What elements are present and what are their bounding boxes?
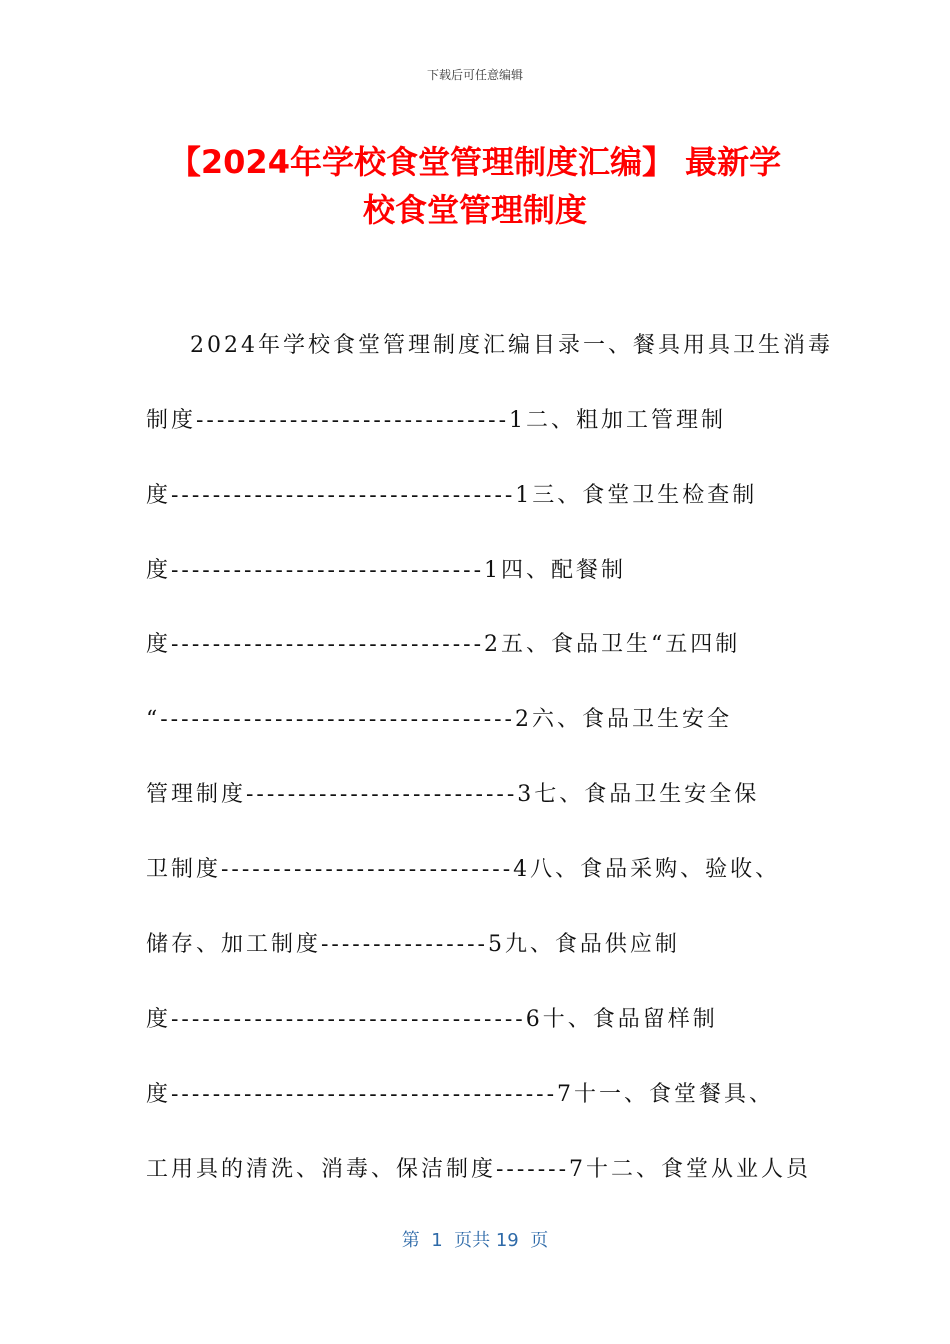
body-line: 度---------------------------------1三、食堂卫生检查制: [146, 483, 758, 508]
body-line: 度-------------------------------------7十一、食堂餐具、: [146, 1082, 775, 1107]
body-line: 储存、加工制度----------------5九、食品供应制: [146, 932, 680, 957]
document-title: [100, 138, 850, 234]
body-line: 卫制度----------------------------4八、食品采购、验收、: [146, 857, 781, 882]
title-line-1: 【2024年学校食堂管理制度汇编】 最新学: [168, 143, 782, 181]
header-note: 下载后可任意编辑: [426, 68, 523, 82]
body-line: 管理制度--------------------------3七、食品卫生安全保: [146, 782, 760, 807]
body-line: 度------------------------------2五、食品卫生“五四制: [146, 632, 741, 657]
body-line: “----------------------------------2六、食品卫生安全: [146, 707, 732, 732]
body-line: 度----------------------------------6十、食品留样制: [146, 1007, 718, 1032]
body-line: 制度------------------------------1二、粗加工管理制: [146, 408, 727, 433]
title-line-2: 校食堂管理制度: [362, 191, 587, 229]
body-line: 2024年学校食堂管理制度汇编目录一、餐具用具卫生消毒: [190, 333, 833, 358]
body-line: 工用具的清洗、消毒、保洁制度-------7十二、食堂从业人员: [146, 1157, 812, 1182]
page-footer: 第 1 页共 19 页: [401, 1230, 549, 1251]
body-line: 度------------------------------1四、配餐制: [146, 558, 627, 583]
